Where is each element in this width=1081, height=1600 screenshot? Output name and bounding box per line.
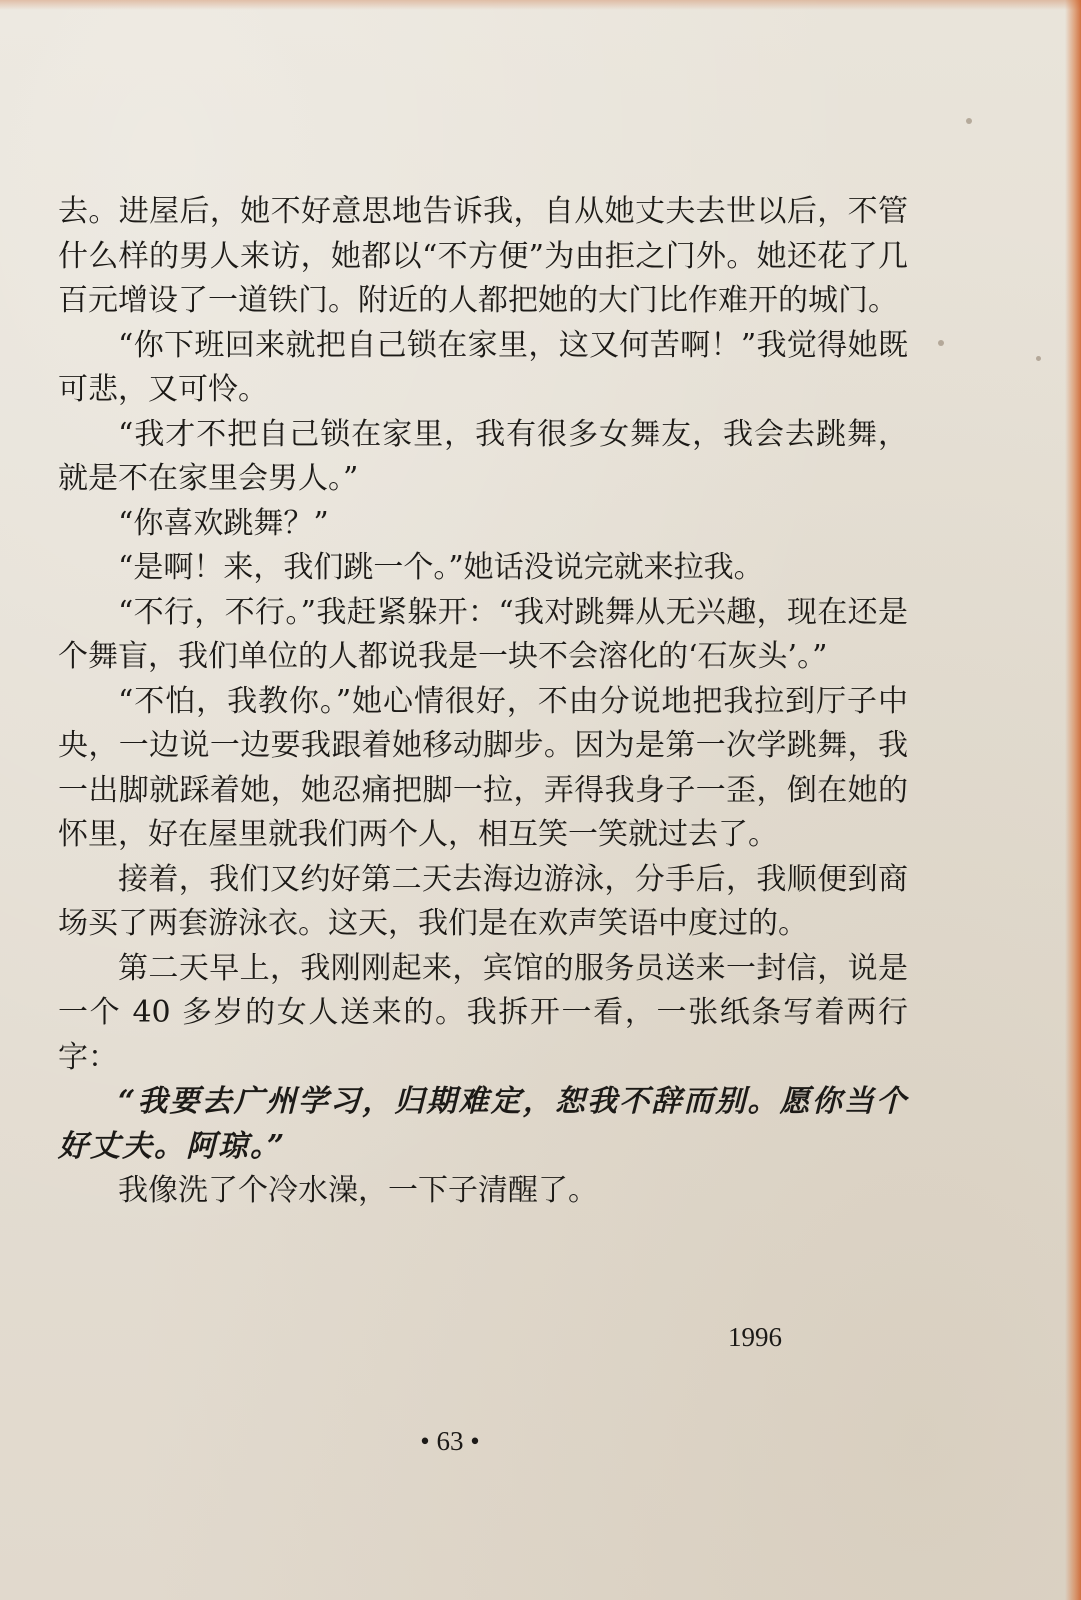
- paragraph: “不怕，我教你。”她心情很好，不由分说地把我拉到厅子中央，一边说一边要我跟着她移动脚步。因为是第一次学跳舞，我一出脚就踩着她，她忍痛把脚一拉，弄得我身子一歪，倒在她的怀里，好在屋里就我们两个人，相互笑一笑就过去了。: [58, 683, 908, 852]
- note-paragraph: “我要去广州学习，归期难定，恕我不辞而别。愿你当个好丈夫。阿琼。”: [58, 1084, 908, 1164]
- paragraph: 接着，我们又约好第二天去海边游泳，分手后，我顺便到商场买了两套游泳衣。这天，我们是在欢声笑语中度过的。: [58, 861, 908, 941]
- paragraph: “我才不把自己锁在家里，我有很多女舞友，我会去跳舞，就是不在家里会男人。”: [58, 416, 908, 496]
- paper-speck: [1036, 356, 1041, 361]
- page-right-edge: [1065, 0, 1081, 1600]
- paper-speck: [966, 118, 972, 124]
- paragraph: “你下班回来就把自己锁在家里，这又何苦啊！”我觉得她既可悲，又可怜。: [58, 327, 908, 407]
- page-number: • 63 •: [420, 1426, 480, 1456]
- body-text: [58, 190, 908, 1214]
- page-top-edge: [0, 0, 1081, 10]
- paper-speck: [938, 340, 944, 346]
- paragraph: 我像洗了个冷水澡，一下子清醒了。: [118, 1173, 598, 1208]
- paragraph: “是啊！来，我们跳一个。”她话没说完就来拉我。: [118, 550, 764, 585]
- paragraph: “你喜欢跳舞？”: [118, 505, 329, 541]
- paragraph: 第二天早上，我刚刚起来，宾馆的服务员送来一封信，说是一个 40 多岁的女人送来的。我拆开一看，一张纸条写着两行字：: [58, 950, 908, 1075]
- paragraph: 去。进屋后，她不好意思地告诉我，自从她丈夫去世以后，不管什么样的男人来访，她都以“不方便”为由拒之门外。她还花了几百元增设了一道铁门。附近的人都把她的大门比作难开的城门。: [58, 194, 908, 318]
- date-line: 1996: [728, 1322, 782, 1352]
- paragraph: “不行，不行。”我赶紧躲开：“我对跳舞从无兴趣，现在还是个舞盲，我们单位的人都说我是一块不会溶化的‘石灰头’。”: [58, 594, 908, 674]
